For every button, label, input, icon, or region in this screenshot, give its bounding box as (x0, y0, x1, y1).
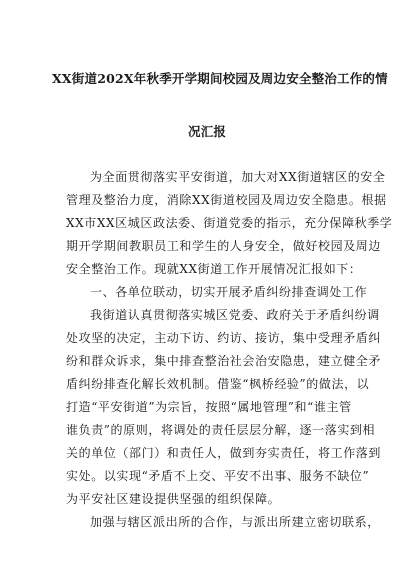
paragraph-line: 我街道认真贯彻落实城区党委、政府关于矛盾纠纷调 (90, 308, 380, 322)
document-title-line-1: XX街道202X年秋季开学期间校园及周边安全整治工作的情 (52, 71, 388, 86)
paragraph-line: 安全整治工作。现就XX街道工作开展情况汇报如下： (66, 262, 362, 276)
paragraph-line: 处攻坚的决定，主动下访、约访、接访，集中受理矛盾纠 (66, 331, 382, 345)
body-paragraph-1 (66, 304, 382, 511)
paragraph-line: XX市XX区城区政法委、街道党委的指示，充分保障秋季学 (66, 216, 393, 230)
section-heading-1 (66, 281, 368, 304)
paragraph-line: 为全面贯彻落实平安街道，加大对XX街道辖区的安全 (90, 170, 386, 184)
paragraph-line: 纷和群众诉求，集中排查整治社会治安隐患，建立健全矛 (66, 354, 382, 368)
paragraph-line: 关的单位（部门）和责任人，做到夯实责任，将工作落到 (66, 446, 382, 460)
paragraph-line: 谁负责”的原则，将调处的责任层层分解，逐一落实到相 (66, 423, 376, 437)
paragraph-line: 打造“平安街道”为宗旨，按照“属地管理”和“谁主管 (66, 400, 352, 414)
section-heading-text: 一、各单位联动，切实开展矛盾纠纷排查调处工作 (90, 285, 368, 299)
document-title-line-2: 况汇报 (188, 124, 227, 139)
paragraph-line: 为平安社区建设提供坚强的组织保障。 (66, 492, 281, 506)
intro-paragraph (66, 166, 393, 281)
paragraph-line: 管理及整治力度，消除XX街道校园及周边安全隐患。根据 (66, 193, 387, 207)
paragraph-line: 期开学期间教职员工和学生的人身安全，做好校园及周边 (66, 239, 382, 253)
body-paragraph-2 (66, 511, 380, 534)
paragraph-line: 加强与辖区派出所的合作，与派出所建立密切联系， (90, 515, 380, 529)
paragraph-line: 盾纠纷排查化解长效机制。借鉴“枫桥经验”的做法，以 (66, 377, 370, 391)
paragraph-line: 实处。以实现“矛盾不上交、平安不出事、服务不缺位” (66, 469, 370, 483)
